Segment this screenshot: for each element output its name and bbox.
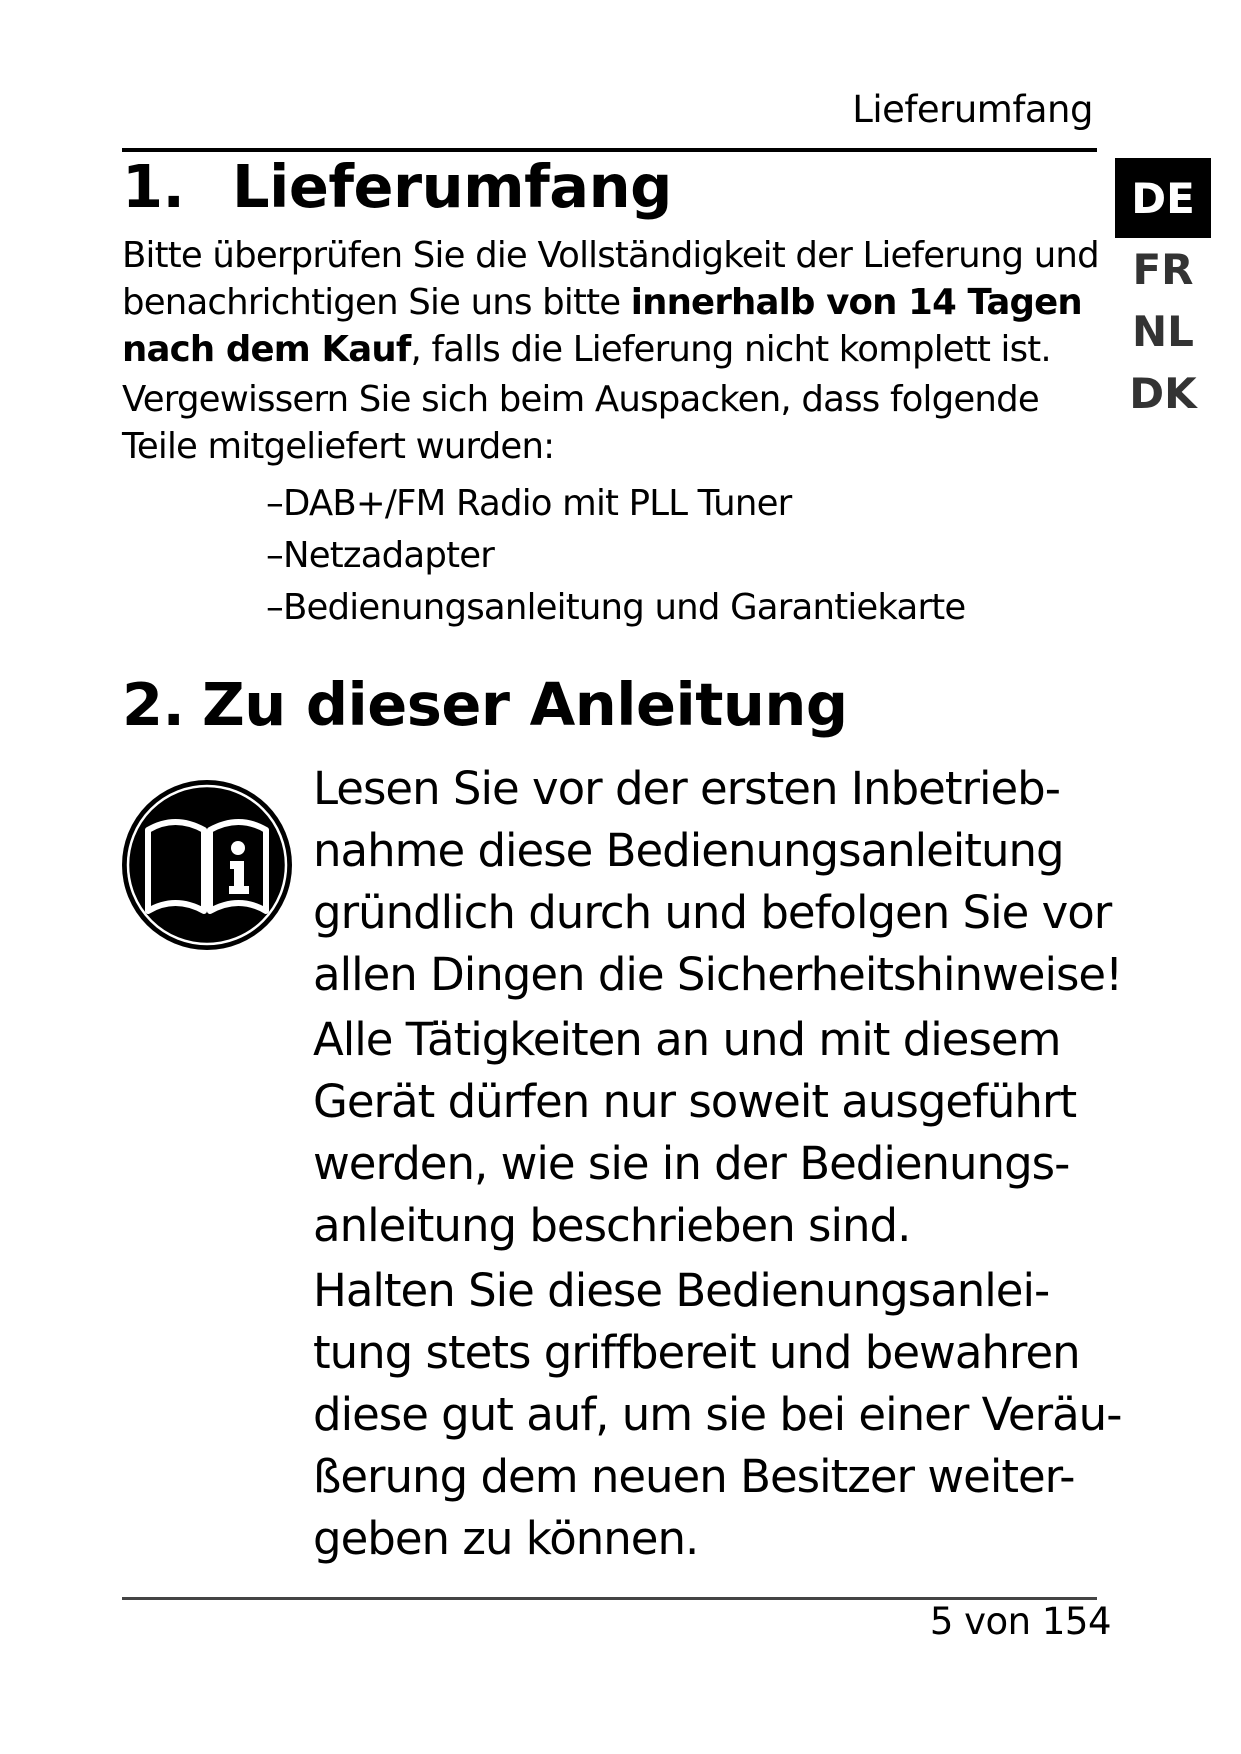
lang-tab-de[interactable]: DE bbox=[1115, 158, 1211, 238]
section-2-heading bbox=[122, 670, 848, 739]
delivery-check-text-end: , falls die Lieferung nicht komplett ist. bbox=[410, 329, 1051, 370]
unpacking-paragraph: Vergewissern Sie sich beim Auspacken, dass folgende Teile mitgeliefert wurden: bbox=[122, 379, 1039, 467]
lang-tab-fr[interactable]: FR bbox=[1132, 244, 1194, 294]
page-number: 5 von 154 bbox=[929, 1600, 1111, 1643]
list-item: –Bedienungsanleitung und Garantiekarte bbox=[266, 587, 966, 628]
delivery-check-text: Bitte überprüfen Sie die Vollständigkeit der Lieferung und benachrichtigen Sie uns bitte bbox=[122, 235, 1099, 323]
lang-tab-dk[interactable]: DK bbox=[1129, 368, 1197, 418]
delivery-check-paragraph bbox=[122, 232, 1122, 373]
list-item: –DAB+/FM Radio mit PLL Tuner bbox=[266, 483, 792, 524]
list-item: –Netzadapter bbox=[266, 535, 495, 576]
manual-info-icon bbox=[120, 778, 294, 952]
delivery-items-list bbox=[266, 478, 965, 634]
section-2-body bbox=[313, 758, 1123, 1570]
usage-scope-paragraph: Alle Tätigkeiten an und mit diesem Gerät dürfen nur soweit ausgeführt werden, wie sie in der Bedienungs- anleitung beschrieben sind. bbox=[313, 1013, 1077, 1252]
read-manual-paragraph: Lesen Sie vor der ersten Inbetrieb- nahme diese Bedienungsanleitung gründlich durch und befolgen Sie vor allen Dingen die Sicherheitshinweise! bbox=[313, 762, 1123, 1001]
keep-manual-paragraph: Halten Sie diese Bedienungsanlei- tung stets griffbereit und bewahren diese gut auf, um sie bei einer Veräu- ßerung dem neuen Besitzer weiter- geben zu können. bbox=[313, 1264, 1122, 1565]
section-1-number: 1. bbox=[122, 152, 185, 221]
lang-tab-nl[interactable]: NL bbox=[1132, 306, 1194, 356]
running-header: Lieferumfang bbox=[852, 88, 1093, 131]
delivery-deadline: innerhalb von 14 Tagen nach dem Kauf bbox=[122, 282, 1082, 370]
section-1-title: Lieferumfang bbox=[232, 152, 672, 221]
section-2-number: 2. bbox=[122, 670, 185, 739]
language-tabs bbox=[1115, 158, 1211, 424]
section-1-body bbox=[122, 232, 1122, 470]
section-2-title: Zu dieser Anleitung bbox=[202, 670, 848, 739]
section-1-heading bbox=[122, 152, 672, 221]
